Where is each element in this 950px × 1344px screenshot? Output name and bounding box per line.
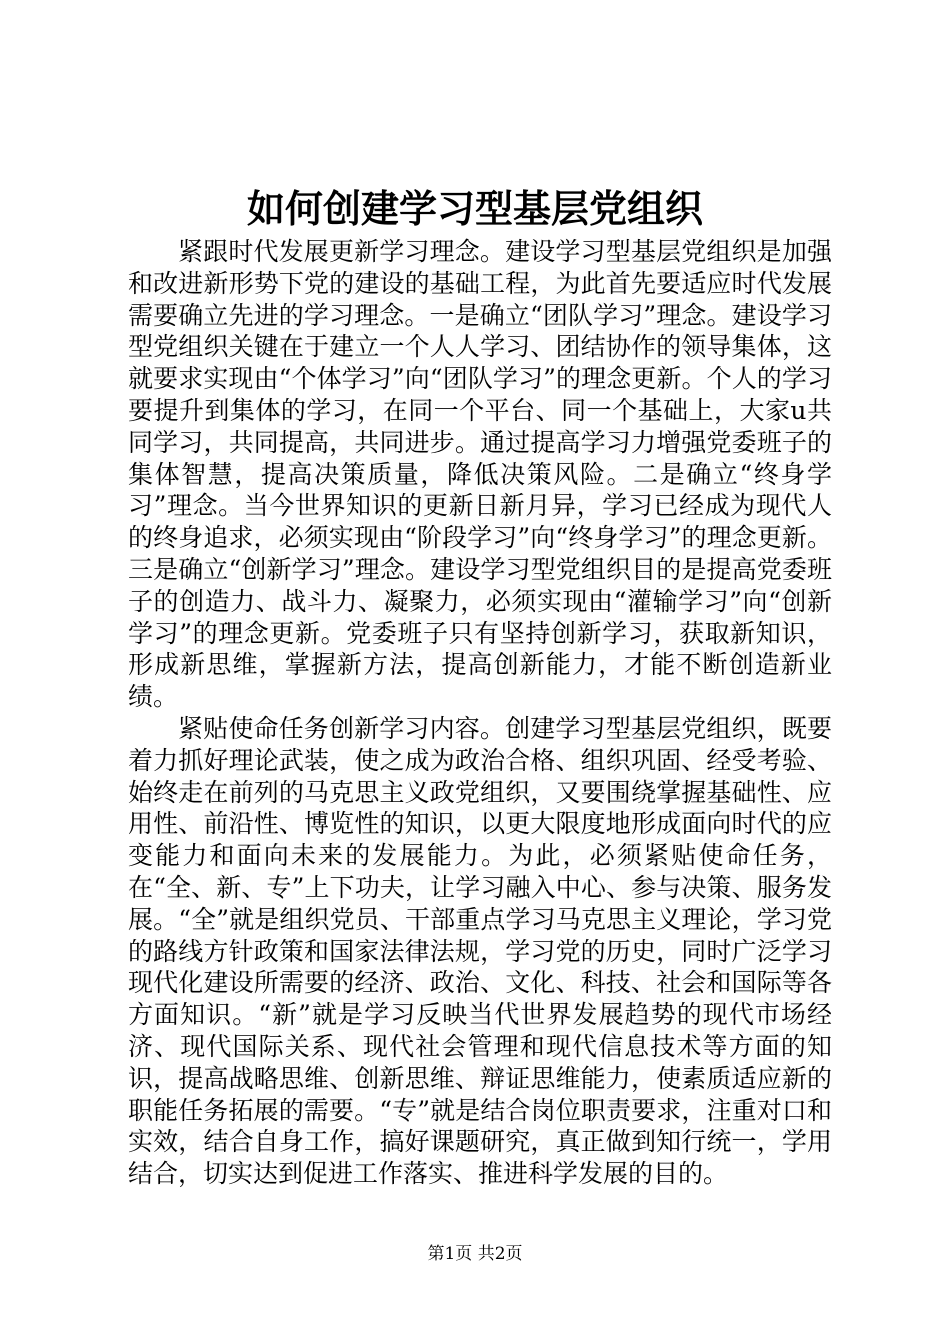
document-body	[128, 236, 832, 1190]
page-footer	[0, 1243, 950, 1265]
page-total: 共2页	[477, 1244, 523, 1264]
page-number: 第1页	[427, 1244, 473, 1264]
document-title: 如何创建学习型基层党组织	[246, 186, 703, 231]
paragraph-2: 紧贴使命任务创新学习内容。创建学习型基层党组织，既要着力抓好理论武装，使之成为政治合格、组织巩固、经受考验、始终走在前列的马克思主义政党组织，又要围绕掌握基础性、应用性、前沿性、博览性的知识，以更大限度地形成面向时代的应变能力和面向未来的发展能力。为此，必须紧贴使命任务，在“全、新、专”上下功夫，让学习融入中心、参与决策、服务发展。“全”就是组织党员、干部重点学习马克思主义理论，学习党的路线方针政策和国家法律法规，学习党的历史，同时广泛学习现代化建设所需要的经济、政治、文化、科技、社会和国际等各方面知识。“新”就是学习反映当代世界发展趋势的现代市场经济、现代国际关系、现代社会管理和现代信息技术等方面的知识，提高战略思维、创新思维、辩证思维能力，使素质适应新的职能任务拓展的需要。“专”就是结合岗位职责要求，注重对口和实效，结合自身工作，搞好课题研究，真正做到知行统一，学用结合，切实达到促进工作落实、推进科学发展的目的。	[128, 713, 832, 1189]
paragraph-1: 紧跟时代发展更新学习理念。建设学习型基层党组织是加强和改进新形势下党的建设的基础工程，为此首先要适应时代发展需要确立先进的学习理念。一是确立“团队学习”理念。建设学习型党组织关键在于建立一个人人学习、团结协作的领导集体，这就要求实现由“个体学习”向“团队学习”的理念更新。个人的学习要提升到集体的学习，在同一个平台、同一个基础上，大家u共同学习，共同提高，共同进步。通过提高学习力增强党委班子的集体智慧，提高决策质量，降低决策风险。二是确立“终身学习”理念。当今世界知识的更新日新月异，学习已经成为现代人的终身追求，必须实现由“阶段学习”向“终身学习”的理念更新。三是确立“创新学习”理念。建设学习型党组织目的是提高党委班子的创造力、战斗力、凝聚力，必须实现由“灌输学习”向“创新学习”的理念更新。党委班子只有坚持创新学习，获取新知识，形成新思维，掌握新方法，提高创新能力，才能不断创造新业绩。	[128, 237, 832, 712]
